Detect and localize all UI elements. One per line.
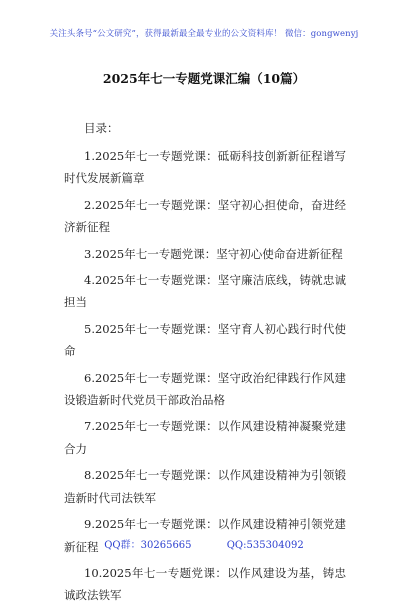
toc-item-6: 6.2025年七一专题党课：坚守政治纪律践行作风建设锻造新时代党员干部政治品格: [64, 370, 346, 408]
toc-item-3: 3.2025年七一专题党课：坚守初心使命奋进新征程: [84, 246, 343, 261]
toc-item-5: 5.2025年七一专题党课：坚守育人初心践行时代使命: [64, 321, 346, 359]
footer-qq: QQ:535304092: [226, 540, 304, 551]
toc-item-10: 10.2025年七一专题党课：以作风建设为基，铸忠诚政法铁军: [64, 565, 346, 603]
toc-item-1: 1.2025年七一专题党课：砥砺科技创新新征程谱写时代发展新篇章: [64, 149, 346, 186]
toc-item-8: 8.2025年七一专题党课：以作风建设精神为引领锻造新时代司法铁军: [64, 468, 346, 505]
toc-item-9: 9.2025年七一专题党课：以作风建设精神引领党建新征程: [64, 517, 346, 554]
toc-item-7: 7.2025年七一专题党课：以作风建设精神凝聚党建合力: [64, 419, 346, 456]
toc-label: 目录：: [84, 121, 119, 135]
toc-item-4: 4.2025年七一专题党课：坚守廉洁底线，铸就忠诚担当: [64, 273, 346, 310]
header-note: 关注头条号“公文研究”，获得最新最全最专业的公文资料库！ 微信：gongwenyj: [49, 29, 359, 39]
toc-item-2: 2.2025年七一专题党课：坚守初心担使命，奋进经济新征程: [64, 197, 346, 235]
document-title: 2025年七一专题党课汇编（10篇）: [102, 71, 306, 86]
footer: [0, 536, 408, 551]
footer-qq-group: QQ群：30265665: [104, 540, 192, 551]
